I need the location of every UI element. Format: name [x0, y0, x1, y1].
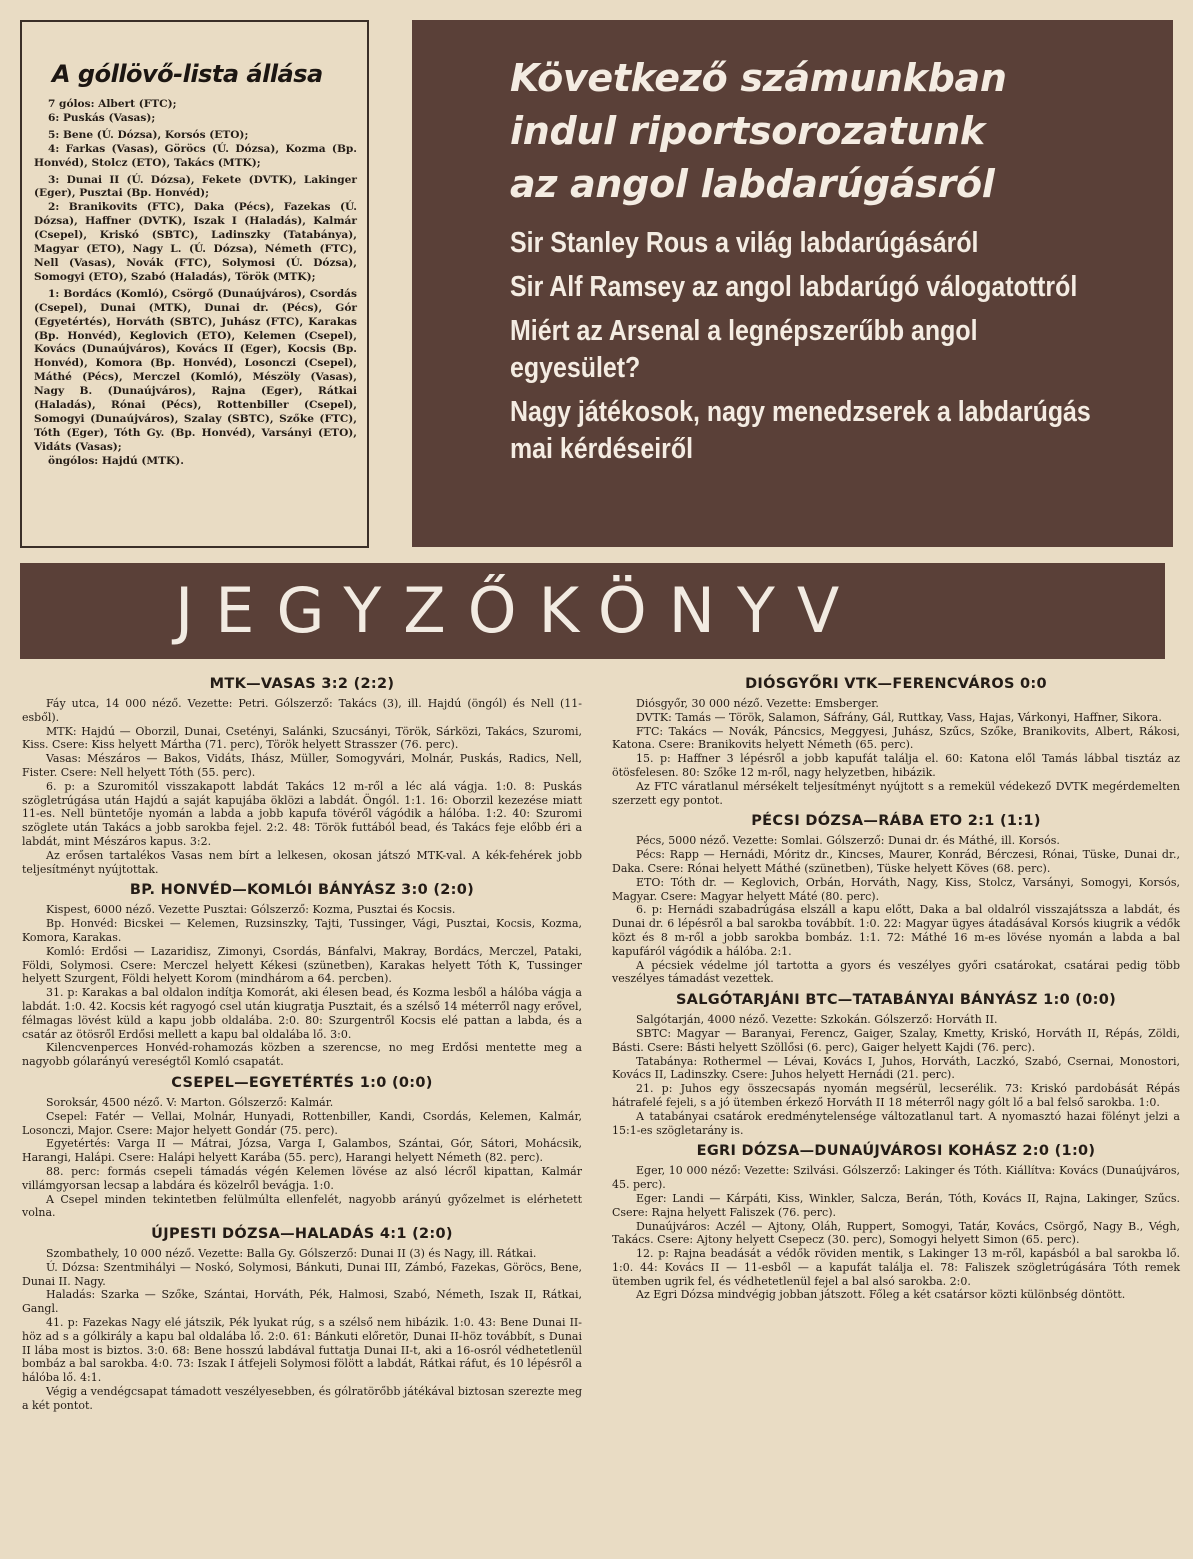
- match-title: SALGÓTARJÁNI BTC—TATABÁNYAI BÁNYÁSZ 1:0 (0:0): [675, 992, 1117, 1009]
- match-paragraph: FTC: Takács — Novák, Páncsics, Meggyesi, Juhász, Szűcs, Szőke, Branikovits, Albert, Rákosi, Katona. Csere: Branikovits helyett Németh (65. perc).: [612, 724, 1180, 752]
- match-report: [612, 813, 1180, 986]
- match-title: ÚJPESTI DÓZSA—HALADÁS 4:1 (2:0): [151, 1226, 453, 1243]
- left-column: [22, 670, 582, 1419]
- promo-headline-line: indul riportsorozatunk: [510, 109, 985, 153]
- match-report: [612, 676, 1180, 807]
- scorers-line: 4: Farkas (Vasas), Göröcs (Ú. Dózsa), Kozma (Bp. Honvéd), Stolcz (ETO), Takács (MTK);: [34, 142, 357, 169]
- match-paragraph: 12. p: Rajna beadását a védők röviden mentik, s Lakinger 13 m-ről, kapásból a bal sarokba lő. 1:0. 44: Kovács II — 11-esből — a kapufát találja el. 78: Faliszek szögletrúgására Tóth remek ütemben ugrik fel, és védhetetlenül fejel a bal alsó sarokba. 2:0.: [612, 1247, 1180, 1288]
- promo-item: Sir Stanley Rous a világ labdarúgásáról: [510, 227, 979, 259]
- scorers-line: 7 gólos: Albert (FTC);: [48, 98, 177, 110]
- match-paragraph: Csepel: Fatér — Vellai, Molnár, Hunyadi, Rottenbiller, Kandi, Csordás, Kelemen, Kalmár, Losonczi, Major. Csere: Major helyett Gondár (75. perc).: [22, 1109, 582, 1137]
- match-paragraph: Pécs: Rapp — Hernádi, Móritz dr., Kincses, Maurer, Konrád, Bérczesi, Rónai, Tüske, Dunai dr., Daka. Csere: Rónai helyett Máthé (szünetben), Tüske helyett Köves (68. perc).: [612, 848, 1180, 875]
- match-title: MTK—VASAS 3:2 (2:2): [209, 676, 395, 692]
- match-paragraph: Haladás: Szarka — Szőke, Szántai, Horváth, Pék, Halmosi, Szabó, Németh, Iszak II, Rátkai, Gangl.: [22, 1288, 582, 1316]
- scorers-line: 5: Bene (Ú. Dózsa), Korsós (ETO);: [48, 128, 249, 141]
- match-paragraph: A pécsiek védelme jól tartotta a gyors és veszélyes győri csatárokat, csatárai pedig több veszélyes támadást vezettek.: [612, 958, 1180, 986]
- match-paragraph: DVTK: Tamás — Török, Salamon, Sáfrány, Gál, Ruttkay, Vass, Hajas, Várkonyi, Haffner, Sikora.: [636, 710, 1162, 724]
- promo-headline-line: Következő számunkban: [510, 56, 1007, 100]
- right-column: [612, 670, 1180, 1308]
- scorers-box: [20, 20, 369, 548]
- match-title: EGRI DÓZSA—DUNAÚJVÁROSI KOHÁSZ 2:0 (1:0): [696, 1143, 1096, 1160]
- scorers-line: 3: Dunai II (Ú. Dózsa), Fekete (DVTK), Lakinger (Eger), Pusztai (Bp. Honvéd);: [34, 173, 357, 200]
- scorers-line: 2: Branikovits (FTC), Daka (Pécs), Fazekas (Ú. Dózsa), Haffner (DVTK), Iszak I (Haladás), Kalmár (Csepel), Kriskó (SBTC), Ladinszky (Tatabánya), Magyar (ETO), Nagy L. (Ú. Dózsa), Németh (FTC), Nell (Vasas), Novák (FTC), Solymosi (Ú. Dózsa), Somogyi (ETO), Szabó (Haladás), Török (MTK);: [34, 201, 357, 283]
- match-paragraph: Diósgyőr, 30 000 néző. Vezette: Emsberger.: [636, 697, 879, 710]
- promo-headline: [510, 52, 1133, 211]
- banner-title: JEGYZŐKÖNYV: [175, 574, 862, 647]
- match-paragraph: Bp. Honvéd: Bicskei — Kelemen, Ruzsinszky, Tajti, Tussinger, Vági, Pusztai, Kocsis, Kozma, Komora, Karakas.: [22, 917, 582, 944]
- match-paragraph: Soroksár, 4500 néző. V: Marton. Gólszerző: Kalmár.: [46, 1095, 334, 1109]
- match-paragraph: Fáy utca, 14 000 néző. Vezette: Petri. Gólszerző: Takács (3), ill. Hajdú (öngól) és Nell (11-esből).: [22, 697, 582, 724]
- match-report: [22, 1226, 582, 1413]
- match-paragraph: 41. p: Fazekas Nagy elé játszik, Pék lyukat rúg, s a szélső nem hibázik. 1:0. 43: Bene Dunai II-höz ad s a gólkirály a kapu bal oldalába lő. 2:0. 61: Bánkuti előretör, Dunai II-höz továbbít, s Dunai II lába most is biztos. 3:0. 68: Bene hosszú labdával futtatja Dunai II-t, aki a 16-osról védhetetlenül bombáz a bal sarokba. 4:0. 73: Iszak I átfejeli Solymosi fölött a labdát, Rátkai ráfut, és 10 lépésről a hálóba lő. 4:1.: [22, 1316, 582, 1385]
- match-paragraph: 88. perc: formás csepeli támadás végén Kelemen lövése az alsó lécről kipattan, Kalmár villámgyorsan lecsap a labdára és közelről bevágja. 1:0.: [22, 1164, 582, 1192]
- match-paragraph: Végig a vendégcsapat támadott veszélyesebben, és gólratörőbb játékával biztosan szerezte meg a két pontot.: [22, 1385, 582, 1412]
- match-paragraph: MTK: Hajdú — Oborzil, Dunai, Csetényi, Salánki, Szucsányi, Török, Sárközi, Takács, Szuromi, Kiss. Csere: Kiss helyett Mártha (71. perc), Török helyett Strasszer (76. perc).: [22, 724, 582, 752]
- match-report: [22, 676, 582, 876]
- match-title: PÉCSI DÓZSA—RÁBA ETO 2:1 (1:1): [751, 813, 1041, 830]
- match-title: CSEPEL—EGYETÉRTÉS 1:0 (0:0): [171, 1074, 433, 1091]
- match-paragraph: Az Egri Dózsa mindvégig jobban játszott. Főleg a két csatársor közti különbség döntött.: [636, 1288, 1126, 1302]
- match-title: BP. HONVÉD—KOMLÓI BÁNYÁSZ 3:0 (2:0): [129, 882, 475, 899]
- scorers-title: A góllövő-lista állása: [52, 60, 323, 88]
- match-paragraph: 15. p: Haffner 3 lépésről a jobb kapufát találja el. 60: Katona elől Tamás lábbal tisztáz az ötösfelesen. 80: Szőke 12 m-ről, nagy helyzetben, hibázik.: [612, 752, 1180, 779]
- match-report: [22, 882, 582, 1069]
- match-paragraph: Pécs, 5000 néző. Vezette: Somlai. Gólszerző: Dunai dr. és Máthé, ill. Korsós.: [636, 834, 1060, 848]
- match-report: [22, 1075, 582, 1220]
- match-paragraph: 31. p: Karakas a bal oldalon indítja Komorát, aki élesen bead, és Kozma lesből a hálóba vágja a labdát. 1:0. 42. Kocsis két ragyogó csel után kiugratja Pusztait, és a szélső 14 méterről nagy erővel, félmagas lövést küld a kapu jobb oldalába. 2:0. 80: Szurgentről Kocsis elé pattan a labda, és a csatár az ötösről Erdősi mellett a kapu bal oldalába lő. 3:0.: [22, 986, 582, 1041]
- match-paragraph: Szombathely, 10 000 néző. Vezette: Balla Gy. Gólszerző: Dunai II (3) és Nagy, ill. Rátkai.: [46, 1247, 537, 1261]
- promo-item: Nagy játékosok, nagy menedzserek a labdarúgás mai kérdéseiről: [510, 396, 1091, 465]
- match-paragraph: Dunaújváros: Aczél — Ajtony, Oláh, Ruppert, Somogyi, Tatár, Kovács, Csörgő, Nagy B., Végh, Takács. Csere: Ajtony helyett Csepecz (30. perc), Somogyi helyett Simon (65. perc).: [612, 1219, 1180, 1247]
- match-paragraph: Az erősen tartalékos Vasas nem bírt a lelkesen, okosan játszó MTK-val. A kék-fehérek jobb teljesítményt nyújtottak.: [22, 848, 582, 876]
- match-report: [612, 992, 1180, 1137]
- match-paragraph: SBTC: Magyar — Baranyai, Ferencz, Gaiger, Szalay, Kmetty, Kriskó, Horváth II, Répás, Zöldi, Básti. Csere: Básti helyett Szöllősi (6. perc), Gaiger helyett Kajdi (76. perc).: [612, 1026, 1180, 1054]
- section-banner: [20, 563, 1165, 659]
- match-paragraph: 6. p: Hernádi szabadrúgása elszáll a kapu előtt, Daka a bal oldalról visszajátssza a labdát, és Dunai dr. 6 lépésről a bal sarokba továbbít. 1:0. 22: Magyar ügyes átadásával Korsós kiugrik a védők közt és 8 m-ről a jobb sarokba bombáz. 1:1. 72: Máthé 16 m-es lövése nyomán a labda a bal kapufáról vágódik a hálóba. 2:1.: [612, 903, 1180, 958]
- match-paragraph: Kispest, 6000 néző. Vezette Pusztai: Gólszerző: Kozma, Pusztai és Kocsis.: [46, 903, 456, 917]
- promo-box: [412, 20, 1173, 547]
- match-paragraph: Kilencvenperces Honvéd-rohamozás közben a szerencse, no meg Erdősi mentette meg a nagyobb gólarányú vereségtől Komló csapatát.: [22, 1041, 582, 1069]
- promo-item: Sir Alf Ramsey az angol labdarúgó válogatottról: [510, 271, 1078, 303]
- match-paragraph: 21. p: Juhos egy összecsapás nyomán megsérül, lecserélik. 73: Kriskó pardobását Répás hátrafelé fejeli, s a jó ütemben érkező Horváth II 18 méterről nagy gólt lő a bal felső sarokba. 1:0.: [612, 1082, 1180, 1109]
- match-paragraph: Ú. Dózsa: Szentmihályi — Noskó, Solymosi, Bánkuti, Dunai III, Zámbó, Fazekas, Göröcs, Bene, Dunai II. Nagy.: [22, 1260, 582, 1288]
- scorers-line: 1: Bordács (Komló), Csörgő (Dunaújváros), Csordás (Csepel), Dunai (MTK), Dunai dr. (Pécs), Gór (Egyetértés), Horváth (SBTC), Juhász (FTC), Karakas (Bp. Honvéd), Keglovich (ETO), Kelemen (Csepel), Kovács (Dunaújváros), Kovács II (Eger), Kocsis (Bp. Honvéd), Komora (Bp. Honvéd), Losonczi (Csepel), Máthé (Pécs), Merczel (Komló), Mészöly (Vasas), Nagy B. (Dunaújváros), Rajna (Eger), Rátkai (Haladás), Rónai (Pécs), Rottenbiller (Csepel), Somogyi (Dunaújváros), Szalay (SBTC), Szőke (FTC), Tóth (Eger), Tóth Gy. (Bp. Honvéd), Varsányi (ETO), Vidáts (Vasas);: [34, 287, 357, 453]
- promo-item: Miért az Arsenal a legnépszerűbb angol egyesület?: [510, 315, 978, 384]
- scorers-line: 6: Puskás (Vasas);: [48, 111, 156, 124]
- match-paragraph: Eger: Landi — Kárpáti, Kiss, Winkler, Salcza, Berán, Tóth, Kovács II, Rajna, Lakinger, Szűcs. Csere: Rajna helyett Faliszek (76. perc).: [612, 1191, 1180, 1219]
- promo-headline-line: az angol labdarúgásról: [510, 162, 995, 206]
- match-paragraph: Tatabánya: Rothermel — Lévai, Kovács I, Juhos, Horváth, Laczkó, Szabó, Csernai, Monostori, Kovács II, Ladinszky. Csere: Juhos helyett Hernádi (21. perc).: [612, 1054, 1180, 1082]
- match-report: [612, 1143, 1180, 1302]
- match-paragraph: Az FTC váratlanul mérsékelt teljesítményt nyújtott s a remekül védekező DVTK megérdemelten szerzett egy pontot.: [612, 779, 1180, 807]
- match-paragraph: Komló: Erdősi — Lazaridisz, Zimonyi, Csordás, Bánfalvi, Makray, Bordács, Merczel, Pataki, Földi, Solymosi. Csere: Merczel helyett Kékesi (szünetben), Karakas helyett Tóth K, Tussinger helyett Szurgent, Földi helyett Korom (mindhárom a 64. percben).: [22, 944, 582, 986]
- match-paragraph: A Csepel minden tekintetben felülmúlta ellenfelét, nagyobb arányú győzelmet is elérhetett volna.: [22, 1192, 582, 1220]
- match-paragraph: Vasas: Mészáros — Bakos, Vidáts, Ihász, Müller, Somogyvári, Molnár, Puskás, Radics, Nell, Fister. Csere: Nell helyett Tóth (55. perc).: [22, 752, 582, 779]
- match-paragraph: A tatabányai csatárok eredménytelensége változatlanul tart. A nyomasztó hazai fölényt jelzi a 15:1-es szögletarány is.: [612, 1109, 1180, 1137]
- match-title: DIÓSGYŐRI VTK—FERENCVÁROS 0:0: [745, 676, 1047, 692]
- match-paragraph: Egyetértés: Varga II — Mátrai, Józsa, Varga I, Galambos, Szántai, Gór, Sátori, Mohácsik, Harangi, Halápi. Csere: Halápi helyett Karába (55. perc), Harangi helyett Németh (82. perc).: [22, 1137, 582, 1165]
- match-paragraph: 6. p: a Szuromitól visszakapott labdát Takács 12 m-ről a léc alá vágja. 1:0. 8: Puskás szögletrúgása után Hajdú a saját kapujába öklözi a labdát. Öngól. 1:1. 16: Oborzil kezezése miatt 11-es. Nell büntetője nyomán a labda a jobb kapufa tövéről vágódik a hálóba. 1:2. 40: Szuromi szöglete után Takács a jobb sarokba fejel. 2:2. 48: Török futtából bead, és Takács feje előbb éri a labdát, mint Mészáros kapus. 3:2.: [22, 779, 582, 848]
- match-paragraph: Eger, 10 000 néző: Vezette: Szilvási. Gólszerző: Lakinger és Tóth. Kiállítva: Kovács (Dunaújváros, 45. perc).: [612, 1164, 1180, 1192]
- match-paragraph: ETO: Tóth dr. — Keglovich, Orbán, Horváth, Nagy, Kiss, Stolcz, Varsányi, Somogyi, Korsós, Magyar. Csere: Magyar helyett Máté (80. perc).: [612, 875, 1180, 903]
- match-paragraph: Salgótarján, 4000 néző. Vezette: Szkokán. Gólszerző: Horváth II.: [636, 1013, 998, 1027]
- scorers-line: öngólos: Hajdú (MTK).: [48, 454, 184, 467]
